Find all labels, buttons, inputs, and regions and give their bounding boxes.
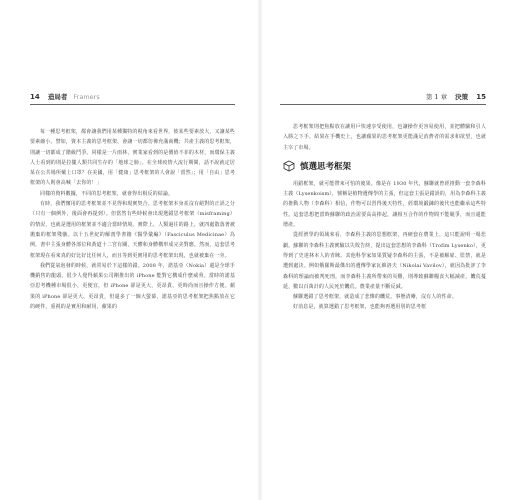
chapter-label: 第 1 章 [425,93,448,101]
page-number-left: 14 [30,93,40,101]
paragraph: 同樣的資料數據，不同的思考框架，就會得出相反的結論。 [40,190,174,197]
paragraph: 用錯框架，就可能帶來可怕的後果。像是在 1930 年代，蘇聯就曾經推動一套李森科主義（Lysenkoism），號稱是植物遺傳學的主張，但這套主張是錯誤的，用為李森科主義的推動人物（李森科）相信，作物可以習得後天特性，經環境鍛鍊的後代也能繼承這些特性。這套思想把當時蘇聯的政治需要高高捧起，讓相互合作的作物間不能競爭，而且還能增產。 [283,180,486,229]
paragraph: 我們從氣泡發的時候，就常易於下這樣的錯。2008 年，諾基亞（Nokia）還是全球手機銷售的龍頭，很少人覺得蘋果公司剛推出的 iPhone 能對它構成什麼威脅。當時的諾基亞思考機種市場很小，更便宜，但 iPhone 卻是更大，更昂貴、更時尚而且操作方便。蘋果的 iPhone 卻是更大、更昂貴，但還多了一個大螢幕，諾基亞的思考框架把焦點放在它的硬件，重視的是實用和耐用，蘋果的 [30,262,235,311]
paragraph: 每一種思考框架，都會讓我們用某種獨特的視角來看世界，彼某些要素放大，又讓某些要素縮小。譬如，資本主義的思考框架，會讓一切都彷彿充滿商機；共產主義的思考框架，則讓一切都成了階級鬥爭。同樣是一片雨林，實業家看到的是價值不菲的木材，而環保主義人士看到的則是拉攏人類共同生存的「地球之肺」。在全球疫情大流行期間，話不說就定居某在公共場所戴上口罩？在美國，用「健康」思考框架的人會說「當然」；用「自由」思考框架的人則會高喊「去你的！」 [30,129,235,187]
page-number-right: 15 [476,93,486,101]
paragraph: 蘇聯選錯了思考框架，就造成了悲慘的饑荒。事態清晰，沒有人的性命。 [293,294,457,301]
section-title: 慎選思考框架 [300,161,352,172]
right-page [260,0,520,500]
paragraph: 有時，我們懷用的思考框架並不見得和現實契合。思考框架本身並沒有絕對的正誤之分（只有一個例外，後面會再提到）。但當然有些時候會出現選錯思考框架（misframing）的情況，也就是選用的框架並不適合當時情境。實際上，人類過往的路上，就四處散落著被拋棄的框架殘骸。以十五世紀的解剖學書籍《醫學彙編》（Fasciculus Medicinae）為例，書中主張身體各部位和黃道十二宮有關，天體和身體構形成完美對應。然而，這套思考框架現在看來真的好比好比任何人，而且等到更實用的思考框架出現，也就被棄在一旁。 [30,201,235,259]
header-rule-left [30,104,235,105]
cube-icon [283,160,295,172]
running-header-left [30,92,100,101]
right-body [283,122,486,313]
paragraph: 從經濟學的領域來看，李森科主義的思想框架，再硬套在農業上，這只能說明一場悲劇。蘇聯的李森科主義實驗以失敗告終，提出這套思想的李森科（Trofim Lysenko），更得到了史達林本人的青睞。其他科學家如果質疑李森科的主張，不是被解雇、監禁，就是遭到處決。例如俄羅斯最傑出的遺傳學家瓦維洛夫（Nikolai Vavilov），就因為批評了李森科的理論而被判死刑。而李森科主義所帶來的災難，則導致蘇聯糧食大幅減產，饑荒蔓延，數以百萬計的人民死於饑荒。農業產量不斷反減。 [283,232,486,290]
left-body [30,127,235,312]
header-rule-right [280,104,486,105]
book-title: 造局者 [47,93,68,101]
section-heading [283,160,486,172]
chapter-title: 決策 [455,93,469,101]
paragraph: 思考框架則把焦點放在讓用戶快速享受使用，也讓操作更容易使用，並把體驗和引人入勝之下手。結果在手機史上，也讓蘋果的思考框架更能滿足消費者的需求和欲望，也就主宰了市場。 [283,124,486,151]
paragraph: 好消息是，就算選錯了思考框架，也能夠再選用別的思考框 [293,304,427,311]
running-header-right [426,92,486,101]
book-title-en: Framers [73,93,100,101]
